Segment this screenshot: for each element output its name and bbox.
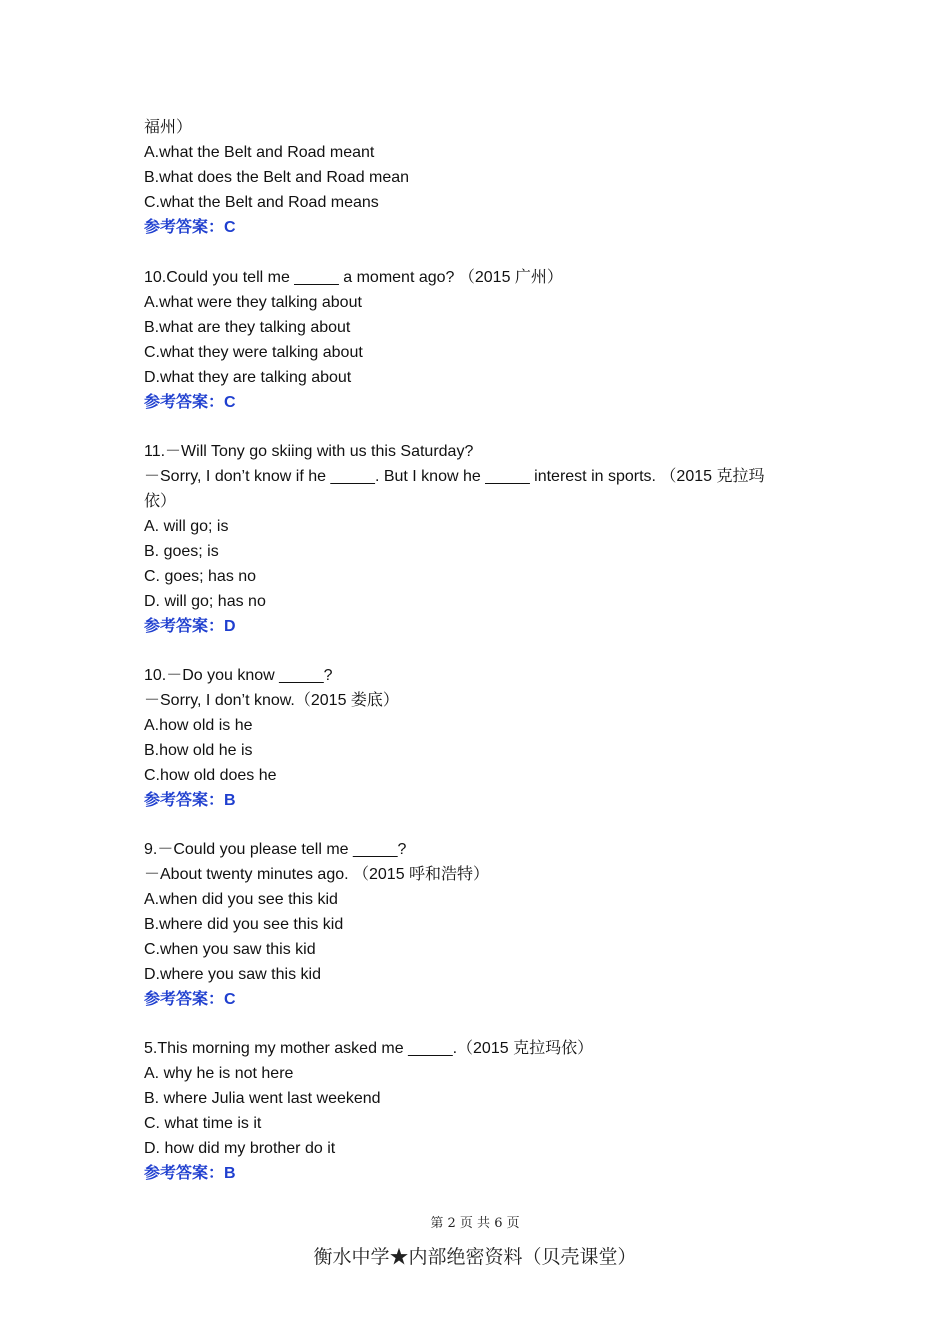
option-d: D.what they are talking about (144, 369, 352, 386)
answer-line: 参考答案：B (144, 792, 236, 809)
question-stem: 10.－Do you know _____? (144, 667, 333, 684)
option-d: D.where you saw this kid (144, 966, 321, 983)
option-d: D. will go; has no (144, 593, 266, 610)
option-c: C. goes; has no (144, 568, 257, 585)
option-b: B.where did you see this kid (144, 916, 344, 933)
option-c: C.how old does he (144, 767, 277, 784)
page-number: 第 2 页 共 6 页 (430, 1216, 520, 1231)
answer-line: 参考答案：C (144, 394, 236, 411)
option-c: C.what the Belt and Road means (144, 194, 379, 211)
option-b: B.how old he is (144, 742, 253, 759)
option-a: A. will go; is (144, 518, 229, 535)
option-a: A.what the Belt and Road meant (144, 144, 375, 161)
question-dialogue: －Sorry, I don’t know if he _____. But I know he _____ interest in sports. （2015 克拉玛 (144, 468, 765, 485)
question-stem: 10.Could you tell me _____ a moment ago? （2015 广州） (144, 269, 563, 286)
question-location-line: 福州） (144, 119, 193, 136)
option-b: B.what does the Belt and Road mean (144, 169, 410, 186)
option-c: C.when you saw this kid (144, 941, 316, 958)
answer-line: 参考答案：C (144, 991, 236, 1008)
option-d: D. how did my brother do it (144, 1140, 336, 1157)
option-a: A.how old is he (144, 717, 253, 734)
option-a: A. why he is not here (144, 1065, 294, 1082)
option-c: C. what time is it (144, 1115, 262, 1132)
question-stem: 11.－Will Tony go skiing with us this Saturday? (144, 443, 474, 460)
question-stem: 5.This morning my mother asked me _____.（2015 克拉玛依） (144, 1040, 594, 1057)
answer-line: 参考答案：D (144, 618, 236, 635)
question-stem: 9.－Could you please tell me _____? (144, 841, 407, 858)
option-a: A.when did you see this kid (144, 891, 338, 908)
option-c: C.what they were talking about (144, 344, 363, 361)
question-dialogue: －Sorry, I don’t know.（2015 娄底） (144, 692, 399, 709)
question-dialogue: －About twenty minutes ago. （2015 呼和浩特） (144, 866, 490, 883)
option-b: B.what are they talking about (144, 319, 351, 336)
question-location-line: 依） (144, 493, 177, 510)
option-b: B. where Julia went last weekend (144, 1090, 381, 1107)
answer-line: 参考答案：C (144, 219, 236, 236)
footer-brand: 衡水中学★内部绝密资料（贝壳课堂） (313, 1246, 637, 1268)
answer-line: 参考答案：B (144, 1165, 236, 1182)
option-b: B. goes; is (144, 543, 219, 560)
option-a: A.what were they talking about (144, 294, 362, 311)
